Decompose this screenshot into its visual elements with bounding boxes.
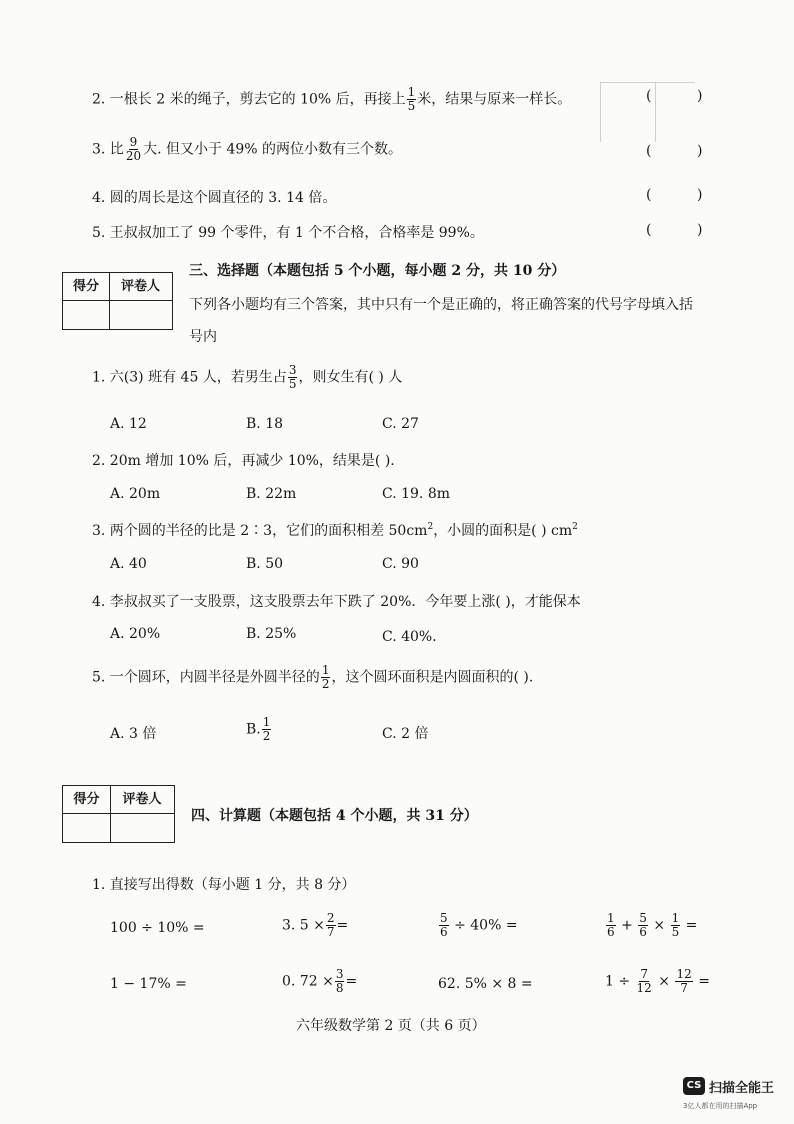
grader-label: 评卷人	[120, 279, 160, 294]
score-label: 得分	[73, 792, 100, 807]
fraction: $\frac{7}{12}$	[636, 967, 652, 995]
judgement-q2: 2. 一根长 2 米的绳子，剪去它的 10% 后，再接上 $\frac{1}{5}$ 米，结果与原来一样长。	[92, 85, 572, 113]
judgement-q3: 3. 比 $\frac{9}{20}$ 大. 但又小于 49% 的两位小数有三个数。	[92, 135, 403, 163]
section3-title: 三、选择题（本题包括 5 个小题，每小题 2 分，共 10 分）	[189, 263, 566, 279]
calc-expr: 0. 72 × $\frac{3}{8}$ =	[282, 967, 358, 995]
score-label: 得分	[72, 279, 99, 294]
fraction: $\frac{1}{2}$	[262, 715, 271, 743]
fraction: $\frac{5}{6}$	[639, 911, 647, 939]
choice-q4: 4. 李叔叔买了一支股票，这支股票去年下跌了 20%．今年要上涨( )，才能保本	[92, 594, 581, 610]
choice-q4-option-c: C. 40%．	[382, 629, 447, 645]
choice-q5-option-b: B. $\frac{1}{2}$	[246, 715, 271, 743]
choice-q1-option-c: C. 27	[382, 416, 419, 432]
choice-q1-option-b: B. 18	[246, 416, 284, 432]
fraction: $\frac{9}{20}$	[125, 135, 142, 163]
answer-paren-right: )	[697, 222, 703, 238]
calc-sub1-title: 1. 直接写出得数（每小题 1 分，共 8 分）	[92, 877, 356, 893]
fraction: $\frac{1}{2}$	[321, 663, 330, 691]
calc-expr: $\frac{5}{6}$ ÷ 40% =	[440, 911, 518, 939]
grader-label: 评卷人	[122, 792, 162, 807]
fraction: $\frac{1}{5}$	[407, 85, 416, 113]
choice-q2-option-c: C. 19. 8m	[382, 486, 451, 502]
fraction: $\frac{12}{7}$	[676, 967, 692, 995]
choice-q3-option-c: C. 90	[382, 556, 419, 572]
answer-paren-right: )	[697, 143, 703, 159]
answer-paren-left: (	[646, 88, 652, 104]
section3-instructions: 下列各小题均有三个答案，其中只有一个是正确的，将正确答案的代号字母填入括	[189, 297, 693, 313]
fraction: $\frac{2}{7}$	[326, 911, 335, 939]
bleed-through-box	[600, 82, 601, 142]
calc-expr: $\frac{1}{6}$ + $\frac{5}{6}$ × $\frac{1}{5}$ =	[607, 911, 698, 939]
answer-paren-left: (	[646, 143, 652, 159]
choice-q5: 5. 一个圆环，内圆半径是外圆半径的 $\frac{1}{2}$ ，这个圆环面积是内圆面积的( ).	[92, 663, 534, 691]
fraction: $\frac{3}{8}$	[335, 967, 344, 995]
bleed-through-box	[655, 82, 656, 142]
answer-paren-right: )	[697, 187, 703, 203]
bleed-through-box	[600, 82, 695, 83]
judgement-q5: 5. 王叔叔加工了 99 个零件，有 1 个不合格，合格率是 99%。	[92, 225, 484, 241]
camscanner-logo-icon: CS	[683, 1077, 705, 1095]
choice-q5-option-a: A. 3 倍	[110, 726, 157, 742]
answer-paren-left: (	[646, 187, 652, 203]
fraction: $\frac{1}{6}$	[607, 911, 615, 939]
calc-expr: 3. 5 × $\frac{2}{7}$ =	[282, 911, 349, 939]
choice-q4-option-a: A. 20%	[110, 626, 161, 642]
judgement-q4: 4. 圆的周长是这个圆直径的 3. 14 倍。	[92, 190, 337, 206]
choice-q1-option-a: A. 12	[110, 416, 147, 432]
calc-expr: 1 − 17% =	[110, 976, 187, 992]
calc-expr: 100 ÷ 10% =	[110, 920, 205, 936]
choice-q5-option-c: C. 2 倍	[382, 726, 429, 742]
scanner-tagline: 3亿人都在用的扫描App	[683, 1102, 758, 1110]
page-footer: 六年级数学第 2 页（共 6 页）	[296, 1018, 486, 1034]
choice-q3-option-a: A. 40	[110, 556, 147, 572]
fraction: $\frac{5}{6}$	[440, 911, 448, 939]
section3-instructions-cont: 号内	[189, 329, 217, 345]
section4-title: 四、计算题（本题包括 4 个小题，共 31 分）	[191, 808, 478, 824]
score-box	[62, 272, 173, 330]
choice-q3-option-b: B. 50	[246, 556, 284, 572]
calc-expr: 1 ÷ $\frac{7}{12}$ × $\frac{12}{7}$ =	[605, 967, 710, 995]
scanner-name: 扫描全能王	[709, 1081, 775, 1096]
answer-paren-left: (	[646, 222, 652, 238]
choice-q3: 3. 两个圆的半径的比是 2∶3，它们的面积相差 $50cm^2$，小圆的面积是( ) $cm^2$	[92, 522, 578, 539]
score-box	[62, 785, 175, 843]
choice-q4-option-b: B. 25%	[246, 626, 297, 642]
fraction: $\frac{3}{5}$	[288, 363, 297, 391]
choice-q1: 1. 六(3) 班有 45 人，若男生占 $\frac{3}{5}$ ，则女生有( ) 人	[92, 363, 403, 391]
choice-q2: 2. 20m 增加 10% 后，再减少 10%，结果是( ).	[92, 453, 395, 469]
choice-q2-option-a: A. 20m	[110, 486, 161, 502]
calc-expr: 62. 5% × 8 =	[438, 976, 533, 992]
fraction: $\frac{1}{5}$	[671, 911, 680, 939]
choice-q2-option-b: B. 22m	[246, 486, 297, 502]
answer-paren-right: )	[697, 88, 703, 104]
